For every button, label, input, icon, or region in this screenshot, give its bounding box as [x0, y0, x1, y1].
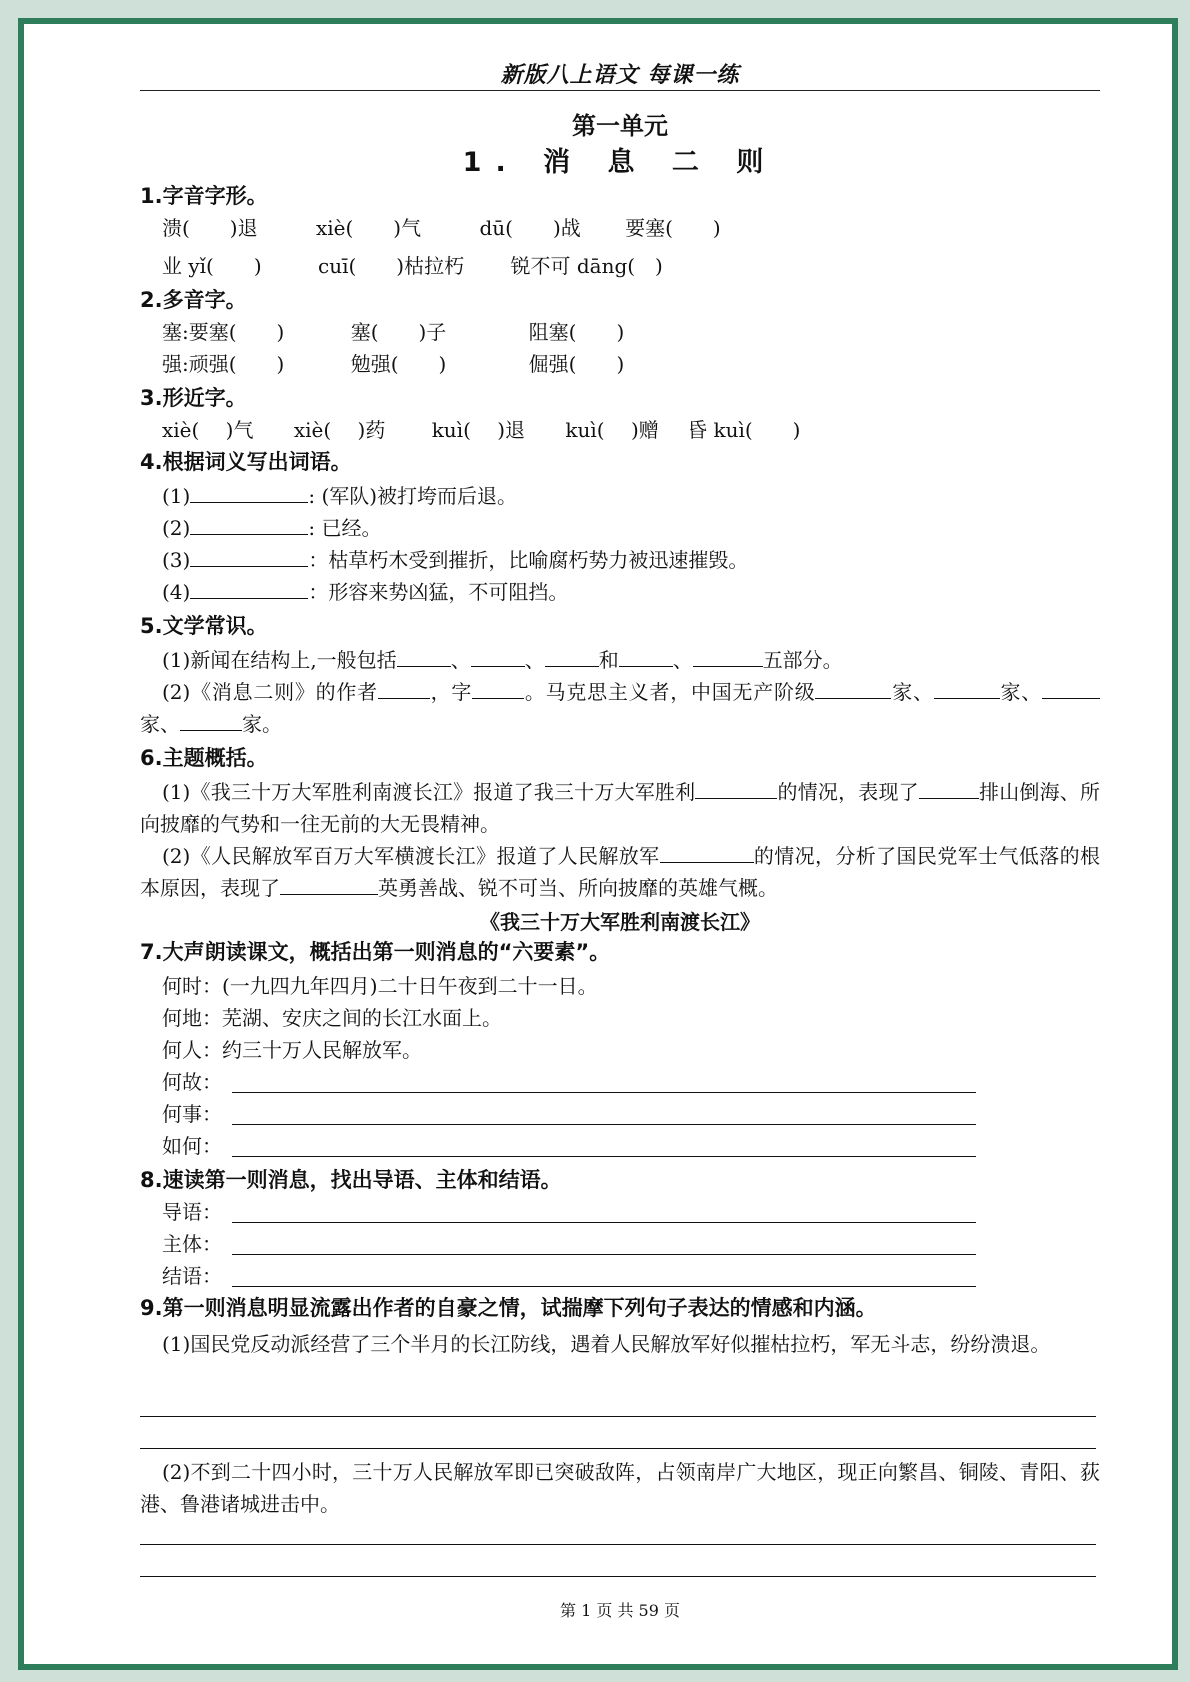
q4-item: (2) : 已经。 [162, 516, 382, 540]
q2-heading: 2.多音字。 [140, 288, 247, 312]
q8-lead-label: 导语： [162, 1200, 222, 1224]
q6-item1: (1)《我三十万大军胜利南渡长江》报道了我三十万大军胜利 的情况，表现了 排山倒海、所向披靡的气势和一往无前的大无畏精神。 [140, 780, 1100, 836]
q4-item: (1) : (军队)被打垮而后退。 [162, 484, 518, 508]
q4-heading: 4.根据词义写出词语。 [140, 450, 352, 474]
answer-line[interactable] [232, 1222, 976, 1223]
q7-when: 何时：(一九四九年四月)二十日午夜到二十一日。 [162, 974, 598, 998]
unit-title: 第一单元 [572, 112, 668, 140]
lesson-title: 1. 消 息 二 则 [462, 147, 778, 178]
answer-line[interactable] [232, 1254, 976, 1255]
q2-row1: 塞:要塞( ) 塞( )子 阻塞( ) [162, 320, 625, 344]
page-frame [18, 18, 1178, 1670]
page-number: 第 1 页 共 59 页 [560, 1601, 680, 1620]
q5-item2: (2)《消息二则》的作者 ，字 。马克思主义者，中国无产阶级 家、 家、家、 家。 [140, 676, 1100, 740]
answer-line[interactable] [140, 1544, 1096, 1545]
worksheet-page [140, 24, 1100, 1664]
q4-item: (3) ：枯草朽木受到摧折，比喻腐朽势力被迅速摧毁。 [162, 548, 749, 572]
answer-line[interactable] [140, 1576, 1096, 1577]
q1-row1: 溃( )退 xiè( )气 dū( )战 要塞( ) [162, 216, 721, 240]
answer-line[interactable] [232, 1156, 976, 1157]
q8-body-label: 主体： [162, 1232, 222, 1256]
answer-line[interactable] [140, 1416, 1096, 1417]
q6-item2: (2)《人民解放军百万大军横渡长江》报道了人民解放军 的情况，分析了国民党军士气低落的根本原因，表现了 英勇善战、锐不可当、所向披靡的英雄气概。 [140, 844, 1100, 900]
answer-line[interactable] [232, 1124, 976, 1125]
article-title: 《我三十万大军胜利南渡长江》 [480, 910, 760, 934]
q7-how-label: 如何： [162, 1134, 222, 1158]
q5-heading: 5.文学常识。 [140, 614, 268, 638]
answer-line[interactable] [232, 1286, 976, 1287]
q1-row2: 业 yǐ( ) cuī( )枯拉朽 锐不可 dāng( ) [162, 254, 663, 278]
q7-where: 何地：芜湖、安庆之间的长江水面上。 [162, 1006, 502, 1030]
q9-sentence-2: (2)不到二十四小时，三十万人民解放军即已突破敌阵，占领南岸广大地区，现正向繁昌、铜陵、青阳、荻港、鲁港诸城进击中。 [140, 1460, 1100, 1516]
q6-heading: 6.主题概括。 [140, 746, 268, 770]
q9-sentence-1: (1)国民党反动派经营了三个半月的长江防线，遇着人民解放军好似摧枯拉朽，军无斗志，纷纷溃退。 [162, 1332, 1051, 1356]
answer-line[interactable] [232, 1092, 976, 1093]
q7-why-label: 何故： [162, 1070, 222, 1094]
q2-row2: 强:顽强( ) 勉强( ) 倔强( ) [162, 352, 625, 376]
header-rule [140, 90, 1100, 91]
answer-line[interactable] [140, 1448, 1096, 1449]
q4-item: (4) ：形容来势凶猛，不可阻挡。 [162, 580, 569, 604]
q7-what-label: 何事： [162, 1102, 222, 1126]
q9-heading: 9.第一则消息明显流露出作者的自豪之情，试揣摩下列句子表达的情感和内涵。 [140, 1296, 877, 1320]
q3-row1: xiè( )气 xiè( )药 kuì( )退 kuì( )赠 昏 kuì( ) [162, 418, 801, 442]
q3-heading: 3.形近字。 [140, 386, 247, 410]
q7-who: 何人：约三十万人民解放军。 [162, 1038, 422, 1062]
q5-item1: (1)新闻在结构上,一般包括 、 、 和 、 五部分。 [162, 648, 843, 672]
q8-ending-label: 结语： [162, 1264, 222, 1288]
q7-heading: 7.大声朗读课文，概括出第一则消息的“六要素”。 [140, 940, 611, 964]
running-header: 新版八上语文 每课一练 [500, 63, 740, 88]
q8-heading: 8.速读第一则消息，找出导语、主体和结语。 [140, 1168, 562, 1192]
q1-heading: 1.字音字形。 [140, 184, 268, 208]
